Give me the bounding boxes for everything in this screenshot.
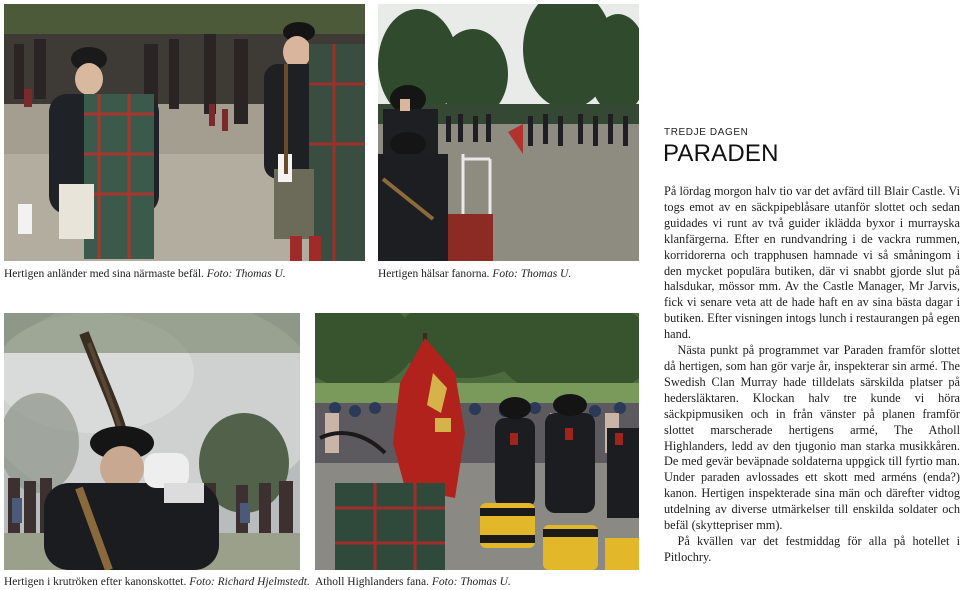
photo-credit: Foto: Richard Hjelmstedt.: [189, 576, 310, 588]
caption-text: Hertigen i krutröken efter kanonskottet.: [4, 576, 187, 588]
article-paragraph: På lördag morgon halv tio var det avfärd till Blair Castle. Vi togs emot av en säckpipeblåsare utanför slottet och sedan guidades vi runt av två guider iklädda byxor i murrayska klanfärgerna. Efter en rundvandring i de vackra rummen, korridorerna och trapphusen hamnade vi så småningom i den mycket populära butiken, där vi snabbt gjorde slut på halsdukar, mössor mm. Av the Castle Manager, Mr Jarvis, fick vi senare veta att de hade haft en av sina bästa dagar i butiken. Efter visningen intogs lunch i restaurangen på egen hand.: [664, 184, 960, 342]
article-title: PARADEN: [663, 140, 779, 167]
caption-text: Atholl Highlanders fana.: [315, 576, 430, 588]
photo-caption: [4, 267, 286, 281]
section-kicker: TREDJE DAGEN: [664, 127, 749, 138]
caption-text: Hertigen hälsar fanorna.: [378, 268, 490, 280]
photo-caption: [378, 267, 571, 281]
caption-text: Hertigen anländer med sina närmaste befäl.: [4, 268, 204, 280]
article-body: [664, 184, 960, 566]
photo-highlanders-flag: [315, 313, 639, 570]
photo-credit: Foto: Thomas U.: [206, 268, 286, 280]
photo-duke-smoke: [4, 313, 300, 570]
photo-credit: Foto: Thomas U.: [431, 576, 511, 588]
article-paragraph: På kvällen var det festmiddag för alla på hotellet i Pitlochry.: [664, 533, 960, 564]
article-paragraph: Nästa punkt på programmet var Paraden framför slottet då hertigen, som han gör varje år, inspekterar sin armé. The Swedish Clan Murray hade tilldelats särskilda platser på hedersläktaren. Klockan halv tre kunde vi höra säckpipmusiken och in från vänster på planen framför slottet marscherade hertigens armé, The Atholl Highlanders, ledd av den tjugonio man starka musikkåren. De med gevär beväpnade soldaterna uppgick till fyrtio man. Under paraden avlossades ett skott med arméns (enda?) kanon. Hertigen inspekterade sina män och därefter vidtog utdelning av diverse utmärkelser till enskilda soldater och befäl (skyttepriser mm).: [664, 343, 960, 533]
photo-duke-saluting: [378, 4, 639, 261]
photo-caption: [4, 575, 310, 589]
photo-caption: [315, 575, 511, 589]
photo-credit: Foto: Thomas U.: [492, 268, 572, 280]
photo-duke-arriving: [4, 4, 365, 261]
